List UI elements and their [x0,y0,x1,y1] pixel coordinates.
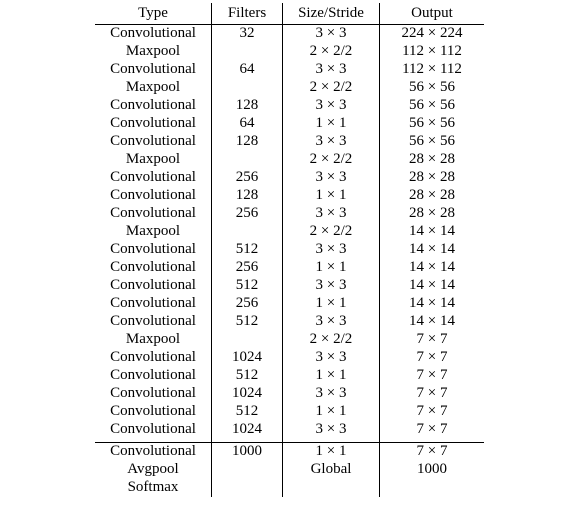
cell-type: Convolutional [95,205,212,223]
cell-output: 28 × 28 [409,151,455,167]
cell-filters: 512 [212,403,283,421]
cell-filters: 128 [212,133,283,151]
cell-type: Convolutional [95,115,212,133]
table-row [95,223,484,241]
cell-type: Convolutional [95,133,212,151]
cell-output: 28 × 28 [409,187,455,203]
cell-type: Convolutional [95,187,212,205]
cell-size-stride: Global [283,461,380,479]
cell-size-stride: 3 × 3 [283,313,380,331]
table-row [95,61,484,79]
cell-size-stride: 1 × 1 [283,115,380,133]
table-row [95,349,484,367]
cell-output: 7 × 7 [416,367,448,383]
table-row [95,151,484,169]
table-row [95,443,484,462]
cell-type: Softmax [95,479,212,497]
cell-type: Convolutional [95,349,212,367]
cell-type: Maxpool [95,331,212,349]
cell-type: Convolutional [95,443,212,462]
architecture-table [95,3,484,497]
cell-output: 56 × 56 [409,97,455,113]
table-row [95,133,484,151]
cell-output: 14 × 14 [409,223,455,239]
table-row [95,79,484,97]
cell-type: Convolutional [95,313,212,331]
table-row [95,187,484,205]
cell-output: 56 × 56 [409,115,455,131]
cell-output: 7 × 7 [416,349,448,365]
cell-filters: 64 [212,61,283,79]
cell-filters [212,461,283,479]
cell-output: 28 × 28 [409,205,455,221]
cell-filters [212,479,283,497]
cell-size-stride: 1 × 1 [283,367,380,385]
cell-output: 14 × 14 [409,277,455,293]
table-row [95,331,484,349]
cell-type: Convolutional [95,385,212,403]
cell-filters: 512 [212,277,283,295]
cell-filters [212,331,283,349]
cell-size-stride: 2 × 2/2 [283,79,380,97]
cell-type: Convolutional [95,367,212,385]
cell-type: Maxpool [95,223,212,241]
header-filters: Filters [212,3,283,25]
table-row [95,461,484,479]
table-row [95,205,484,223]
cell-output: 14 × 14 [409,241,455,257]
cell-filters: 512 [212,241,283,259]
cell-size-stride: 3 × 3 [283,61,380,79]
final-body [95,443,484,498]
cell-output: 1000 [417,461,447,477]
cell-output: 14 × 14 [409,259,455,275]
cell-filters: 1024 [212,349,283,367]
cell-output: 56 × 56 [409,79,455,95]
header-size-stride: Size/Stride [283,3,380,25]
cell-output: 14 × 14 [409,295,455,311]
cell-size-stride: 2 × 2/2 [283,223,380,241]
cell-type: Maxpool [95,79,212,97]
cell-filters: 1000 [212,443,283,462]
table-row [95,313,484,331]
cell-filters: 128 [212,97,283,115]
cell-filters: 32 [212,25,283,44]
cell-size-stride [283,479,380,497]
cell-type: Convolutional [95,169,212,187]
cell-size-stride: 2 × 2/2 [283,151,380,169]
cell-filters: 128 [212,187,283,205]
table-row [95,241,484,259]
cell-type: Convolutional [95,61,212,79]
cell-type: Convolutional [95,241,212,259]
cell-output: 112 × 112 [402,43,462,59]
cell-size-stride: 3 × 3 [283,421,380,439]
table-row [95,115,484,133]
cell-type: Maxpool [95,43,212,61]
cell-output: 7 × 7 [416,443,448,459]
cell-size-stride: 1 × 1 [283,403,380,421]
table-row [95,295,484,313]
cell-size-stride: 3 × 3 [283,205,380,223]
table-row [95,421,484,439]
cell-size-stride: 2 × 2/2 [283,43,380,61]
cell-filters: 1024 [212,385,283,403]
cell-size-stride: 1 × 1 [283,443,380,462]
cell-filters: 64 [212,115,283,133]
cell-filters: 256 [212,205,283,223]
cell-output: 7 × 7 [416,403,448,419]
header-type: Type [95,3,212,25]
cell-size-stride: 1 × 1 [283,259,380,277]
cell-type: Convolutional [95,25,212,44]
table-row [95,277,484,295]
cell-size-stride: 3 × 3 [283,385,380,403]
cell-type: Convolutional [95,259,212,277]
table-row [95,403,484,421]
cell-output [380,479,485,497]
cell-type: Avgpool [95,461,212,479]
table-row [95,385,484,403]
cell-output: 7 × 7 [416,331,448,347]
cell-filters: 1024 [212,421,283,439]
table-row [95,97,484,115]
cell-output: 28 × 28 [409,169,455,185]
table-row [95,25,484,44]
cell-size-stride: 3 × 3 [283,349,380,367]
main-body [95,25,484,440]
cell-filters: 256 [212,259,283,277]
table-row [95,479,484,497]
cell-filters [212,151,283,169]
cell-size-stride: 3 × 3 [283,97,380,115]
cell-size-stride: 3 × 3 [283,241,380,259]
table-row [95,169,484,187]
header-output: Output [380,3,485,25]
cell-filters [212,43,283,61]
cell-filters: 512 [212,367,283,385]
cell-type: Convolutional [95,295,212,313]
cell-type: Convolutional [95,97,212,115]
cell-output: 56 × 56 [409,133,455,149]
cell-type: Convolutional [95,277,212,295]
cell-size-stride: 1 × 1 [283,295,380,313]
cell-size-stride: 3 × 3 [283,277,380,295]
cell-size-stride: 3 × 3 [283,133,380,151]
cell-output: 7 × 7 [416,421,448,437]
cell-size-stride: 3 × 3 [283,169,380,187]
cell-output: 14 × 14 [409,313,455,329]
cell-size-stride: 3 × 3 [283,25,380,44]
cell-filters: 512 [212,313,283,331]
cell-filters [212,223,283,241]
cell-filters: 256 [212,169,283,187]
cell-filters: 256 [212,295,283,313]
cell-size-stride: 1 × 1 [283,187,380,205]
cell-filters [212,79,283,97]
table-row [95,259,484,277]
cell-output: 7 × 7 [416,385,448,401]
table-row [95,367,484,385]
cell-output: 112 × 112 [402,61,462,77]
cell-type: Convolutional [95,403,212,421]
cell-output: 224 × 224 [401,25,463,41]
table-row [95,43,484,61]
cell-type: Maxpool [95,151,212,169]
header-row [95,3,484,25]
cell-size-stride: 2 × 2/2 [283,331,380,349]
cell-type: Convolutional [95,421,212,439]
